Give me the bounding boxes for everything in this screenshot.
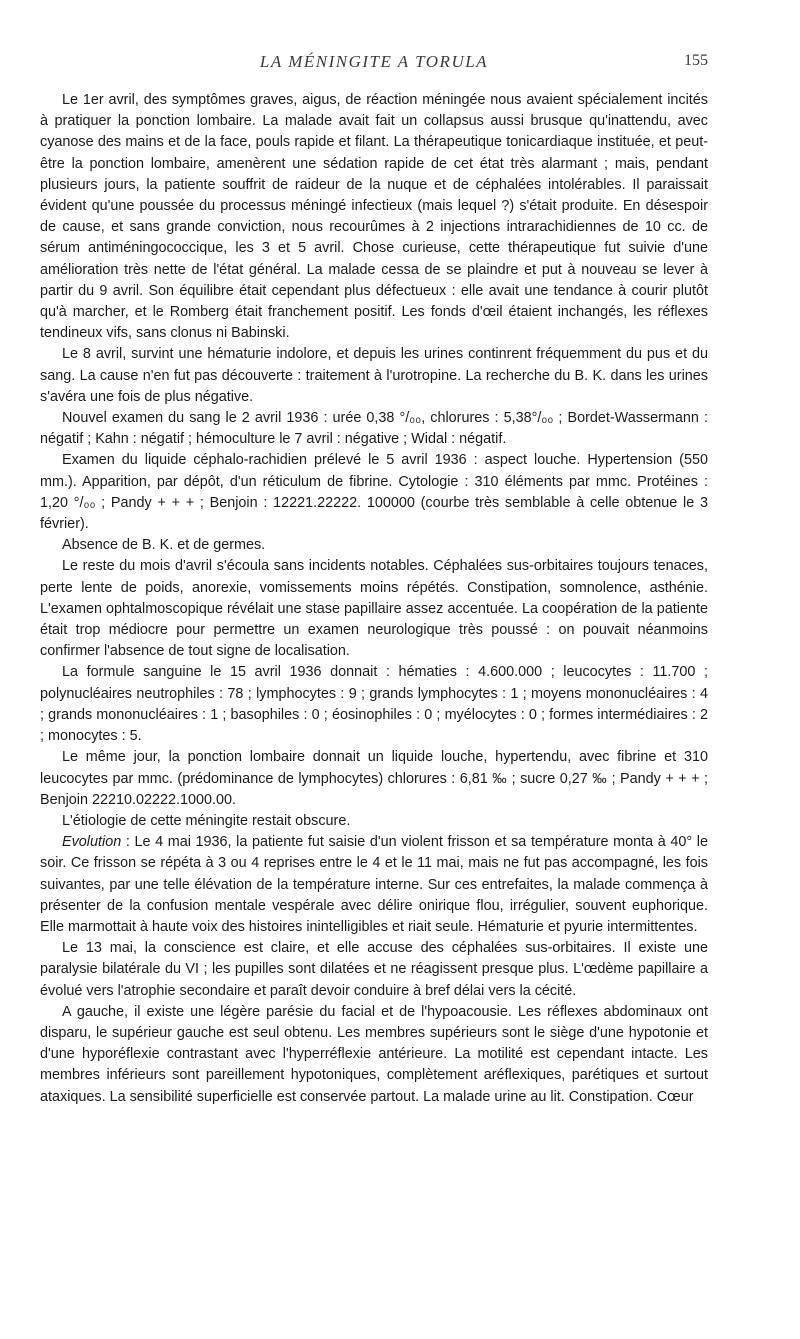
paragraph-collapse-april: Le 1er avril, des symptômes graves, aigus, de réaction méningée nous avaient spécialement incités à pratiquer la ponction lombaire. La malade avait fait un collapsus aussi brusque qu'inattendu, avec cyanose des mains et de la face, pouls rapide et filant. La thérapeutique tonicardiaque instituée, et peut-être la ponction lombaire, amenèrent une sédation rapide de cet état très alarmant ; mais, pendant plusieurs jours, la patiente souffrit de raideur de la nuque et de céphalées intolérables. Il paraissait évident qu'une poussée du processus méningé infectieux (mais lequel ?) s'était produite. En désespoir de cause, et sans grande conviction, nous recourûmes à 2 injections intrarachidiennes de 10 cc. de sérum antiméningococcique, les 3 et 5 avril. Chose curieuse, cette thérapeutique fut suivie d'une amélioration très nette de l'état général. La malade cessa de se plaindre et put à nouveau se lever à partir du 9 avril. Son équilibre était cependant plus défectueux : elle avait une tendance à courir plutôt qu'à marcher, et le Romberg était franchement positif. Les fonds d'œil étaient inchangés, les réflexes tendineux vifs, sans clonus ni Babinski. xyxy=(40,92,708,342)
paragraph-csf-exam: Examen du liquide céphalo-rachidien prélevé le 5 avril 1936 : aspect louche. Hypertension (550 mm.). Apparition, par dépôt, d'un réticulum de fibrine. Cytologie : 310 éléments par mmc. Protéines : 1,20 °/₀₀ ; Pandy + + + ; Benjoin : 12221.22222. 100000 (courbe très semblable à celle obtenue le 3 février). xyxy=(40,452,708,533)
paragraph-lumbar-puncture: Le même jour, la ponction lombaire donnait un liquide louche, hypertendu, avec fibrine et 310 leucocytes par mmc. (prédominance de lymphocytes) chlorures : 6,81 ‰ ; sucre 0,27 ‰ ; Pandy + + + ; Benjoin 22210.02222.1000.00. xyxy=(40,749,708,808)
paragraph-no-germs: Absence de B. K. et de germes. xyxy=(62,537,266,554)
paragraph-etiology: L'étiologie de cette méningite restait obscure. xyxy=(62,812,351,829)
paragraph-blood-exam: Nouvel examen du sang le 2 avril 1936 : urée 0,38 °/₀₀, chlorures : 5,38°/₀₀ ; Bordet-Wassermann : négatif ; Kahn : négatif ; hémoculture le 7 avril : négative ; Widal : négatif. xyxy=(40,410,708,448)
book-page xyxy=(40,52,708,1108)
evolution-text: : Le 4 mai 1936, la patiente fut saisie d'un violent frisson et sa température monta à 40° le soir. Ce frisson se répéta à 3 ou 4 reprises entre le 4 et le 11 mai, mais ne fut pas accompagné, les fois suivantes, par une telle élévation de la température interne. Sur ces entrefaites, la malade commença à présenter de la confusion mentale vespérale avec délire onirique flou, irrégulier, souvent euphorique. Elle marmottait à haute voix des histoires inintelligibles et riait seule. Hématurie et pyurie intermittentes. xyxy=(40,834,708,935)
paragraph-blood-formula: La formule sanguine le 15 avril 1936 donnait : hématies : 4.600.000 ; leucocytes : 11.700 ; polynucléaires neutrophiles : 78 ; lymphocytes : 9 ; grands lymphocytes : 1 ; moyens mononucléaires : 4 ; grands mononucléaires : 1 ; basophiles : 0 ; éosinophiles : 0 ; myélocytes : 0 ; formes intermédiaires : 2 ; monocytes : 5. xyxy=(40,664,708,745)
page-number: 155 xyxy=(684,52,708,69)
paragraph-evolution xyxy=(40,832,708,938)
body-text xyxy=(40,90,708,1108)
paragraph-rest-of-april: Le reste du mois d'avril s'écoula sans incidents notables. Céphalées sus-orbitaires toujours tenaces, perte lente de poids, anorexie, vomissements moins répétés. Constipation, somnolence, asthénie. L'examen ophtalmoscopique révélait une stase papillaire assez accentuée. La coopération de la patiente était trop médiocre pour permettre un examen neurologique très poussé : on pouvait néanmoins confirmer l'absence de tout signe de localisation. xyxy=(40,558,708,660)
running-title: LA MÉNINGITE A TORULA xyxy=(259,52,489,71)
evolution-heading: Evolution xyxy=(62,834,122,851)
paragraph-left-side: A gauche, il existe une légère parésie du facial et de l'hypoacousie. Les réflexes abdominaux ont disparu, le supérieur gauche est seul obtenu. Les membres supérieurs sont le siège d'une hypotonie et d'une hyporéflexie contrastant avec l'hyperréflexie antérieure. La motilité est cependant intacte. Les membres inférieurs sont pareillement hypotoniques, complètement aréflexiques, parétiques et surtout ataxiques. La sensibilité superficielle est conservée partout. La malade urine au lit. Constipation. Cœur xyxy=(40,1003,708,1105)
running-head xyxy=(40,52,708,76)
paragraph-hematuria: Le 8 avril, survint une hématurie indolore, et depuis les urines continrent fréquemment du pus et du sang. La cause n'en fut pas découverte : traitement à l'urotropine. La recherche du B. K. dans les urines s'avéra une fois de plus négative. xyxy=(40,346,708,405)
paragraph-may-13: Le 13 mai, la conscience est claire, et elle accuse des céphalées sus-orbitaires. Il existe une paralysie bilatérale du VI ; les pupilles sont dilatées et ne réagissent presque plus. L'œdème papillaire a évolué vers l'atrophie secondaire et paraît devoir conduire à bref délai vers la cécité. xyxy=(40,940,708,999)
